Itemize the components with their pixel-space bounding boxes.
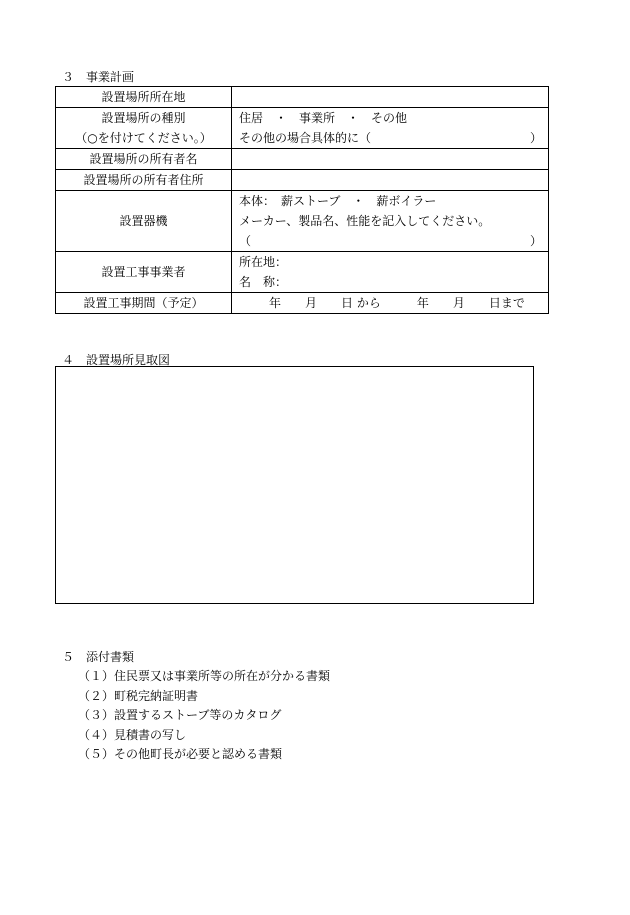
equipment-instruction: メーカー、製品名、性能を記入してください。	[239, 214, 491, 228]
construction-period-dates: 年 月 日 から 年 月 日まで	[269, 296, 525, 310]
row-contractor	[56, 252, 549, 293]
attachment-item: （２）町税完納証明書	[78, 688, 199, 703]
label-construction-period: 設置工事期間（予定）	[56, 293, 232, 314]
type-other-specify	[239, 128, 542, 148]
attachment-item: （４）見積書の写し	[78, 727, 187, 742]
site-sketch-box[interactable]	[55, 366, 534, 604]
label-installation-type-line2: （○を付けてください。）	[75, 131, 212, 145]
equipment-main-body: 本体： 薪ストーブ ・ 薪ボイラー	[239, 194, 437, 208]
attachment-item: （１）住民票又は事業所等の所在が分かる書類	[78, 669, 331, 683]
field-construction-period[interactable]	[232, 293, 549, 314]
label-contractor: 設置工事事業者	[56, 252, 232, 293]
attachment-item: （３）設置するストーブ等のカタログ	[78, 708, 282, 722]
row-owner-address	[56, 170, 549, 191]
type-other-specify-text: その他の場合具体的に（	[239, 131, 372, 145]
contractor-address: 所在地：	[239, 255, 288, 269]
label-owner-name: 設置場所の所有者名	[56, 149, 232, 170]
section-4-title: ４ 設置場所見取図	[62, 353, 171, 367]
section-3-title: ３ 事業計画	[62, 70, 135, 84]
row-construction-period	[56, 293, 549, 314]
row-installation-location	[56, 87, 549, 108]
row-owner-name	[56, 149, 549, 170]
type-other-close-paren: ）	[529, 131, 542, 145]
label-installation-location: 設置場所所在地	[56, 87, 232, 108]
business-plan-table	[55, 86, 549, 314]
equipment-details-close-paren: ）	[529, 234, 542, 248]
field-installation-location[interactable]	[232, 87, 549, 108]
attachment-item: （５）その他町長が必要と認める書類	[78, 747, 283, 761]
label-owner-address: 設置場所の所有者住所	[56, 170, 232, 191]
field-owner-address[interactable]	[232, 170, 549, 191]
label-equipment: 設置器機	[56, 191, 232, 252]
section-5-title: ５ 添付書類	[62, 650, 135, 664]
equipment-details	[239, 231, 542, 251]
type-options: 住居 ・ 事業所 ・ その他	[239, 111, 408, 125]
attachment-list	[78, 667, 330, 765]
field-installation-type[interactable]	[232, 108, 549, 149]
row-installation-type	[56, 108, 549, 149]
row-equipment	[56, 191, 549, 252]
field-equipment[interactable]	[232, 191, 549, 252]
contractor-name: 名 称：	[239, 275, 288, 289]
label-installation-type-line1: 設置場所の種別	[101, 111, 186, 125]
field-owner-name[interactable]	[232, 149, 549, 170]
field-contractor[interactable]	[232, 252, 549, 293]
label-installation-type	[56, 108, 232, 149]
equipment-details-open-paren: （	[239, 234, 252, 248]
